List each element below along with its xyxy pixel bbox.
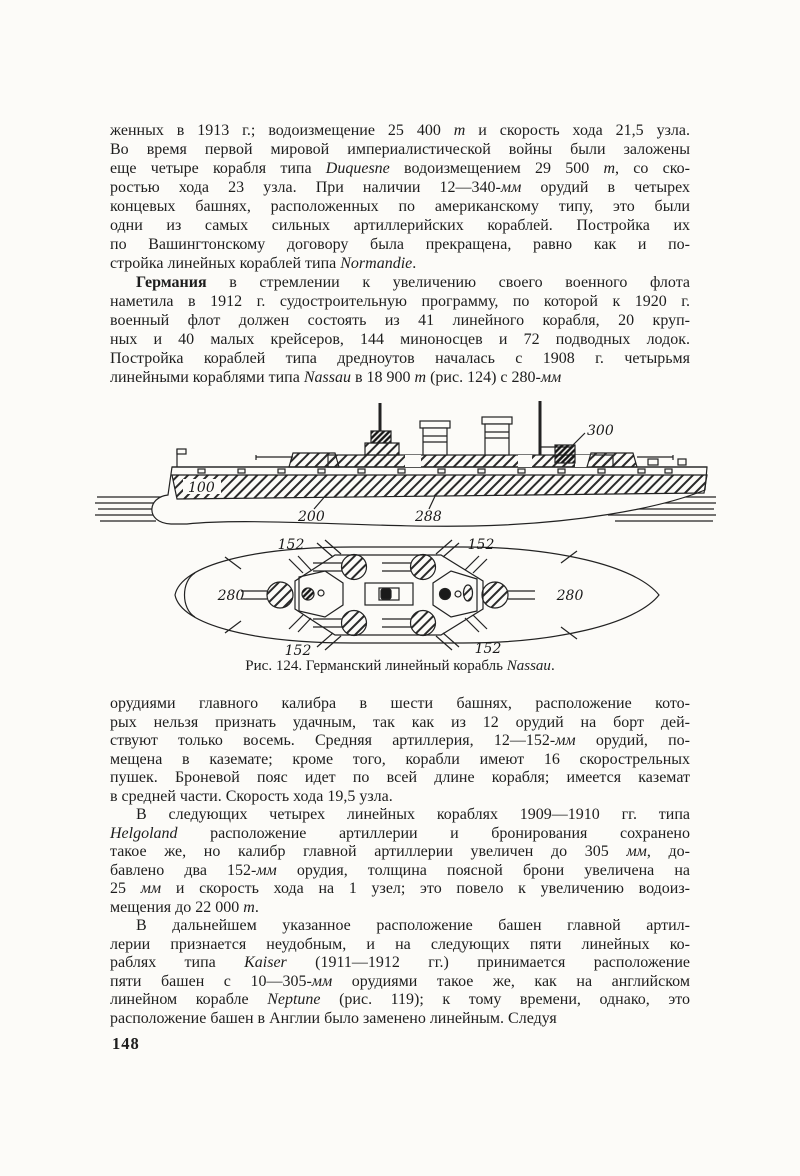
text-line: В следующих четырех линейных кораблях 1909—1910 гг. типа	[136, 806, 690, 823]
side-view	[95, 401, 716, 526]
text-line: Helgoland расположение артиллерии и бронирования сохранено	[110, 824, 690, 842]
text-line: линейными кораблями типа Nassau в 18 900 т (рис. 124) с 280-мм	[110, 369, 562, 386]
armor-label-288: 288	[415, 509, 442, 525]
label-152-bl: 152	[284, 643, 312, 659]
text-line: Германия в стремлении к увеличению своего военного флота	[136, 274, 690, 291]
figure-caption: Рис. 124. Германский линейный корабль Nassau.	[245, 658, 555, 674]
text-line: наметила в 1912 г. судостроительную программу, по которой к 1920 г.	[110, 293, 690, 310]
text-line: пушек. Броневой пояс идет по всей длине корабля; имеется каземат	[110, 769, 690, 786]
funnel-1	[420, 421, 450, 455]
label-280-aft: 280	[217, 588, 245, 604]
text-line: стройка линейных кораблей типа Normandie.	[110, 255, 417, 272]
text-line: Постройка кораблей типа дредноутов началась с 1908 г. четырьмя	[110, 350, 690, 367]
text-line: В дальнейшем указанное расположение башен главной артил-	[136, 917, 690, 934]
aft-turret-side	[587, 453, 637, 467]
text-line: еще четыре корабля типа Duquesne водоизмещением 29 500 т, со ско-	[110, 160, 690, 177]
text-line: пяти башен с 10—305-мм орудиями такое же, как на английском	[110, 972, 690, 990]
text-line: лерии признается неудобным, и на следующих пяти линейных ко-	[110, 935, 690, 953]
text-line: в средней части. Скорость хода 19,5 узла.	[110, 787, 393, 805]
text-line: ростью хода 23 узла. При наличии 12—340-мм орудий в четырех	[110, 179, 690, 196]
page-number: 148	[112, 1034, 140, 1053]
label-300-leader	[571, 433, 585, 447]
label-152-br: 152	[474, 641, 502, 657]
text-line: бавлено два 152-мм орудия, толщина поясной брони увеличена на	[110, 861, 690, 879]
funnel-2	[482, 417, 512, 455]
armor-label-200: 200	[298, 509, 325, 525]
plan-view	[175, 537, 659, 659]
armor-label-100: 100	[188, 480, 215, 496]
label-280-fore: 280	[556, 588, 584, 604]
text-line: ных и 40 малых крейсеров, 144 миноносцев и 72 подводных лодок.	[110, 331, 690, 348]
turret-wing-starboard	[482, 582, 508, 608]
text-line: одни из самых сильных артиллерийских кораблей. Постройка их	[110, 217, 690, 234]
conning-tower	[555, 445, 575, 463]
text-line: раблях типа Kaiser (1911—1912 гг.) принимается расположение	[110, 954, 690, 971]
text-line: женных в 1913 г.; водоизмещение 25 400 т и скорость хода 21,5 узла.	[110, 122, 691, 139]
text-line: расположение башен в Англии было заменено линейным. Следуя	[110, 1009, 557, 1027]
turret-side-3	[342, 611, 367, 636]
text-line: орудиями главного калибра в шести башнях, расположение кото-	[110, 695, 690, 712]
text-line: по Вашингтонскому договору была прекращена, равно как и по-	[110, 236, 690, 253]
text-line: такое же, но калибр главной артиллерии увеличен до 305 мм, до-	[110, 843, 691, 860]
text-block-upper	[110, 121, 690, 387]
turret-side-4	[411, 611, 436, 636]
text-line: рых нельзя признать удачным, так как из 12 орудий на борт дей-	[110, 713, 690, 731]
text-line: мещена в каземате; кроме того, корабли имеют 16 скорострельных	[110, 750, 690, 768]
text-line: 25 мм и скорость хода на 1 узел; это повело к увеличению водоиз-	[110, 880, 691, 897]
text-block-lower	[110, 695, 690, 1028]
label-152-tl: 152	[277, 537, 305, 553]
text-line: военный флот должен состоять из 41 линейного корабля, 20 круп-	[110, 312, 690, 329]
text-line: Во время первой мировой империалистической войны были заложены	[110, 141, 690, 158]
turret-side-2	[411, 555, 436, 580]
figure-124	[93, 397, 718, 659]
text-line: ствуют только восемь. Средняя артиллерия, 12—152-мм орудий, по-	[110, 732, 691, 749]
fore-turret-side	[289, 453, 339, 467]
ship-diagram-svg	[93, 397, 718, 659]
turret-wing-port	[267, 582, 293, 608]
bridge-cab	[371, 431, 391, 443]
bridge-block	[365, 443, 399, 455]
text-line: мещения до 22 000 т.	[110, 898, 259, 916]
label-152-tr: 152	[467, 537, 495, 553]
text-line: концевых башнях, расположенных по американскому типу, это были	[110, 198, 690, 215]
armor-label-300: 300	[587, 423, 614, 439]
turret-side-1	[342, 555, 367, 580]
text-line: линейном корабле Neptune (рис. 119); к тому времени, однако, это	[110, 991, 690, 1008]
